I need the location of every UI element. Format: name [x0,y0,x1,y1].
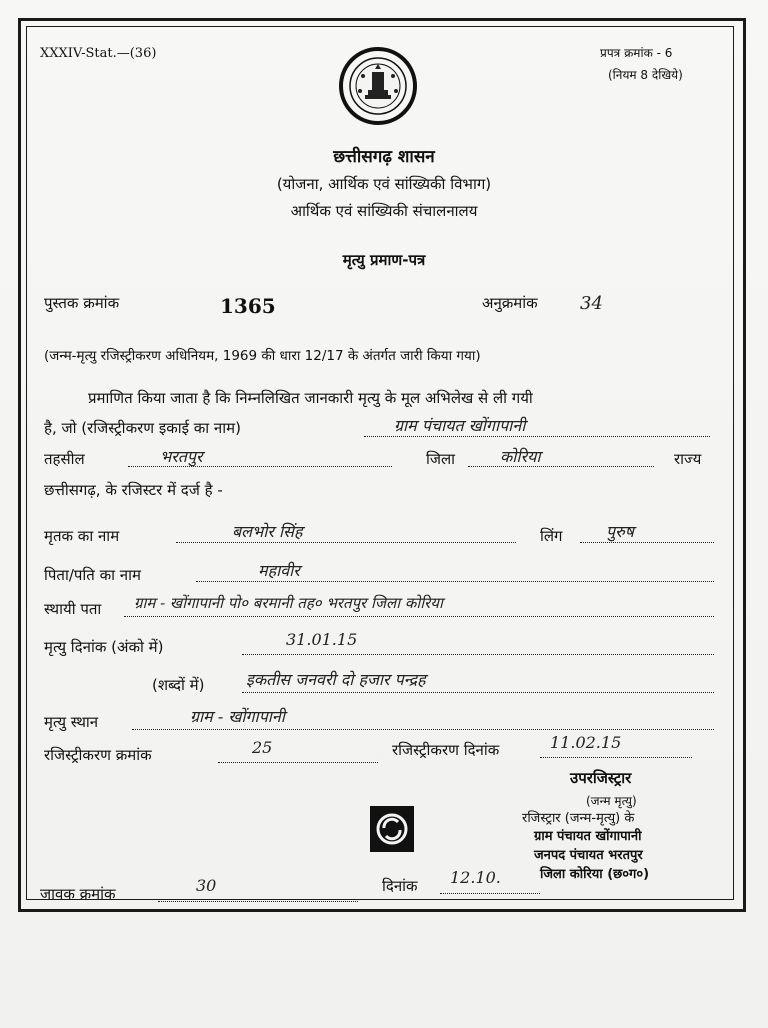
stamp-line-2: जनपद पंचायत भरतपुर [534,848,643,863]
intro-line-2: है, जो (रजिस्ट्रीकरण इकाई का नाम) [44,419,241,437]
address-underline [124,616,714,617]
registration-number-value: 25 [252,738,273,757]
date-in-words-value: इकतीस जनवरी दो हजार पन्द्रह [246,670,426,689]
deceased-name-value: बलभोर सिंह [232,522,303,541]
stamp-line-1: ग्राम पंचायत खोंगापानी [534,829,642,844]
government-title: छत्तीसगढ़ शासन [333,147,435,167]
dispatch-number-label: जावक क्रमांक [40,885,116,903]
dispatch-date-label: दिनांक [382,877,418,895]
district-value: कोरिया [500,447,541,466]
state-emblem [338,46,418,126]
form-code: XXXIV-Stat.—(36) [40,46,157,61]
dispatch-number-underline [158,901,358,902]
place-of-death-underline [132,729,714,730]
form-number: प्रपत्र क्रमांक - 6 [600,46,673,60]
dispatch-number-value: 30 [196,876,217,895]
rule-reference: (नियम 8 देखिये) [608,68,683,82]
deceased-name-label: मृतक का नाम [44,527,120,545]
serial-number-label: अनुक्रमांक [482,294,538,312]
gender-label: लिंग [540,527,563,545]
date-of-death-value: 31.01.15 [286,630,358,649]
deputy-registrar-title: उपरजिस्ट्रार [570,769,632,787]
address-value: ग्राम - खोंगापानी पो० बरमानी तह० भरतपुर जिला कोरिया [134,594,443,612]
date-in-words-underline [242,692,714,693]
parent-name-label: पिता/पति का नाम [44,566,141,584]
district-underline [468,466,654,467]
date-in-words-label: (शब्दों में) [152,676,205,694]
act-reference: (जन्म-मृत्यु रजिस्ट्रीकरण अधिनियम, 1969 की धारा 12/17 के अंतर्गत जारी किया गया) [44,348,481,364]
deceased-name-underline [176,542,516,543]
book-number-value: 1365 [220,294,276,318]
certificate-title: मृत्यु प्रमाण-पत्र [342,251,426,269]
intro-line-4: छत्तीसगढ़, के रजिस्टर में दर्ज है - [44,481,223,499]
unit-underline [364,436,710,437]
registration-date-value: 11.02.15 [550,733,622,752]
registration-date-underline [540,757,692,758]
gender-value: पुरुष [606,522,634,541]
address-label: स्थायी पता [44,600,102,618]
registration-date-label: रजिस्ट्रीकरण दिनांक [392,741,500,759]
registration-unit-value: ग्राम पंचायत खोंगापानी [394,416,526,435]
gender-underline [580,542,714,543]
date-of-death-underline [242,654,714,655]
state-label: राज्य [674,450,702,468]
serial-number-value: 34 [580,293,603,314]
registration-number-label: रजिस्ट्रीकरण क्रमांक [44,746,152,764]
registration-number-underline [218,762,378,763]
dispatch-date-value: 12.10. [450,868,501,887]
office-logo [370,806,414,852]
parent-name-value: महावीर [258,561,300,580]
place-of-death-label: मृत्यु स्थान [44,713,99,731]
registrar-sub: (जन्म मृत्यु) [586,794,637,808]
intro-line-1: प्रमाणित किया जाता है कि निम्नलिखित जानकारी मृत्यु के मूल अभिलेख से ली गयी [88,389,533,407]
stamp-line-3: जिला कोरिया (छ०ग०) [540,867,650,882]
book-number-label: पुस्तक क्रमांक [44,294,120,312]
department-title: (योजना, आर्थिक एवं सांख्यिकी विभाग) [276,175,492,193]
parent-name-underline [196,581,714,582]
registrar-line: रजिस्ट्रार (जन्म-मृत्यु) के [522,811,635,826]
date-of-death-label: मृत्यु दिनांक (अंको में) [44,638,164,656]
directorate-title: आर्थिक एवं सांख्यिकी संचालनालय [290,202,478,220]
tehsil-value: भरतपुर [160,447,203,466]
dispatch-date-underline [440,893,540,894]
district-label: जिला [426,450,456,468]
tehsil-label: तहसील [44,450,85,468]
place-of-death-value: ग्राम - खोंगापानी [190,707,285,726]
